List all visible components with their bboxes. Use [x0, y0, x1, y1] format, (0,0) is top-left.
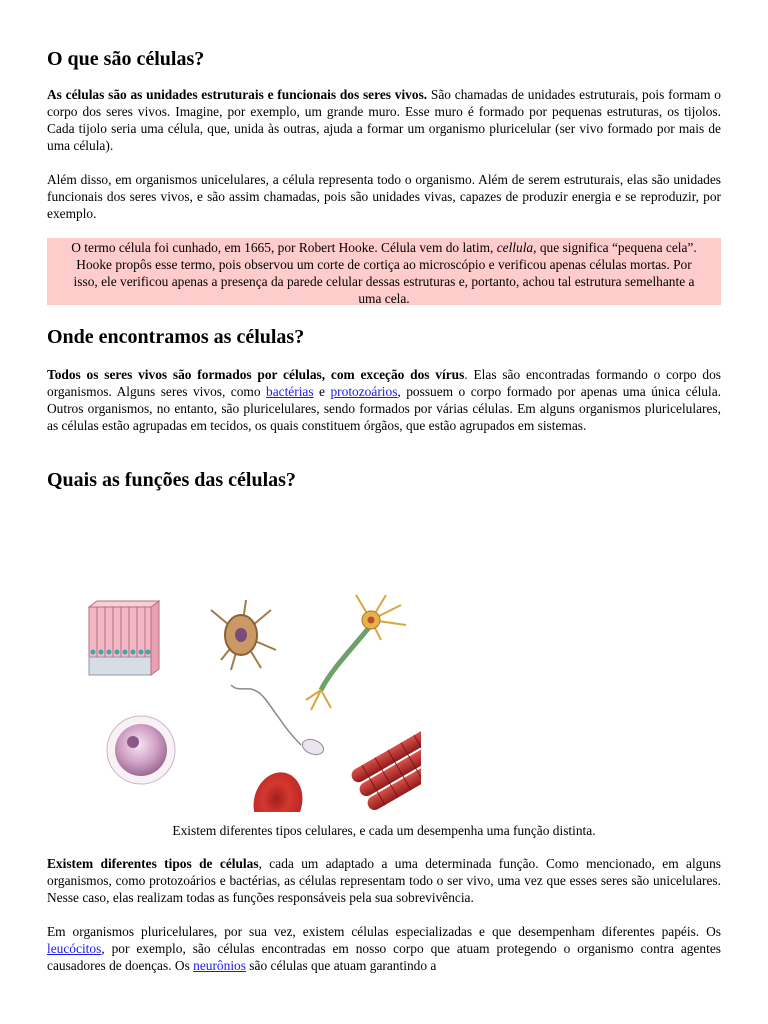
specialized-text-b: , por exemplo, são células encontradas em nosso corpo que atuam protegendo o organismo contra agentes causadores de doenças. Os [47, 941, 721, 973]
muscle-fibers [349, 723, 421, 812]
where-text-c: , possuem o corpo formado por apenas uma única célula. Outros organismos, no entanto, são pluricelulares, sendo formados por várias células. Em alguns organismos pluricelulares, as células estão agrupadas em tecidos, os quais constituem órgãos, que estão agrupados em sistemas. [47, 384, 721, 433]
paragraph-where-cells [47, 366, 721, 434]
hooke-note-italic: cellula [496, 240, 534, 255]
paragraph-cell-types [47, 855, 721, 906]
where-text-a: . Elas são encontradas formando o corpo dos organismos. Alguns seres vivos, como [47, 367, 721, 399]
link-protozoarios[interactable]: protozoários [330, 384, 398, 399]
red-blood-cell [247, 767, 309, 812]
definition-bold: As células são as unidades estruturais e funcionais dos seres vivos. [47, 87, 428, 102]
heading-o-que-sao-celulas: O que são células? [47, 48, 205, 70]
dendritic-cell [211, 600, 276, 670]
hooke-note-text-b: , que significa “pequena cela”. Hooke propôs esse termo, pois observou um corte de cortiça ao microscópio e verificou apenas células mortas. Por isso, ele verificou apenas a presença da parede celular dessas estruturas e, portanto, achou tal estrutura semelhante a uma cela. [73, 240, 697, 306]
hooke-note-text-a: O termo célula foi cunhado, em 1665, por Robert Hooke. Célula vem do latim, [71, 240, 497, 255]
link-bacterias[interactable]: bactérias [266, 384, 314, 399]
figure-caption: Existem diferentes tipos celulares, e cada um desempenha uma função distinta. [172, 823, 596, 838]
link-leucocitos[interactable]: leucócitos [47, 941, 102, 956]
paragraph-definition [47, 86, 721, 154]
heading-onde-encontramos: Onde encontramos as células? [47, 326, 305, 348]
ovum-cell [107, 716, 175, 784]
paragraph-unicellular: Além disso, em organismos unicelulares, a célula representa todo o organismo. Além de serem estruturais, elas são unidades funcionais dos seres vivos, e são assim chamadas, pois são unidades vivas, capazes de produzir energia e se reproduzir, por exemplo. [47, 172, 721, 221]
highlight-box-hooke [47, 238, 721, 305]
neuron-cell [306, 595, 406, 710]
link-neuronios[interactable]: neurônios [193, 958, 246, 973]
cell-types-illustration [81, 540, 421, 812]
where-bold: Todos os seres vivos são formados por células, com exceção dos vírus [47, 367, 465, 382]
where-text-b: e [313, 384, 331, 399]
paragraph-specialized-cells [47, 923, 721, 974]
heading-funcoes-celulas: Quais as funções das células? [47, 469, 296, 491]
definition-text: São chamadas de unidades estruturais, pois formam o corpo dos seres vivos. Imagine, por exemplo, um grande muro. Esse muro é formado por pequenas estruturas, os tijolos. Cada tijolo seria uma célula, que, unida às outras, ajuda a formar um organismo pluricelular (ser vivo formado por mais de uma célula). [47, 87, 721, 153]
specialized-text-a: Em organismos pluricelulares, por sua vez, existem células especializadas e que desempenham diferentes papéis. Os [47, 924, 721, 939]
specialized-text-c: são células que atuam garantindo a [245, 958, 437, 973]
epithelial-cells [89, 601, 159, 675]
hooke-note [67, 239, 701, 307]
cell-types-text: , cada um adaptado a uma determinada função. Como mencionado, em alguns organismos, como protozoários e bactérias, as células representam todo o ser vivo, uma vez que esses seres são unicelulares. Nesse caso, elas realizam todas as funções responsáveis pela sua sobrevivência. [47, 856, 721, 905]
cell-types-bold: Existem diferentes tipos de células [47, 856, 259, 871]
